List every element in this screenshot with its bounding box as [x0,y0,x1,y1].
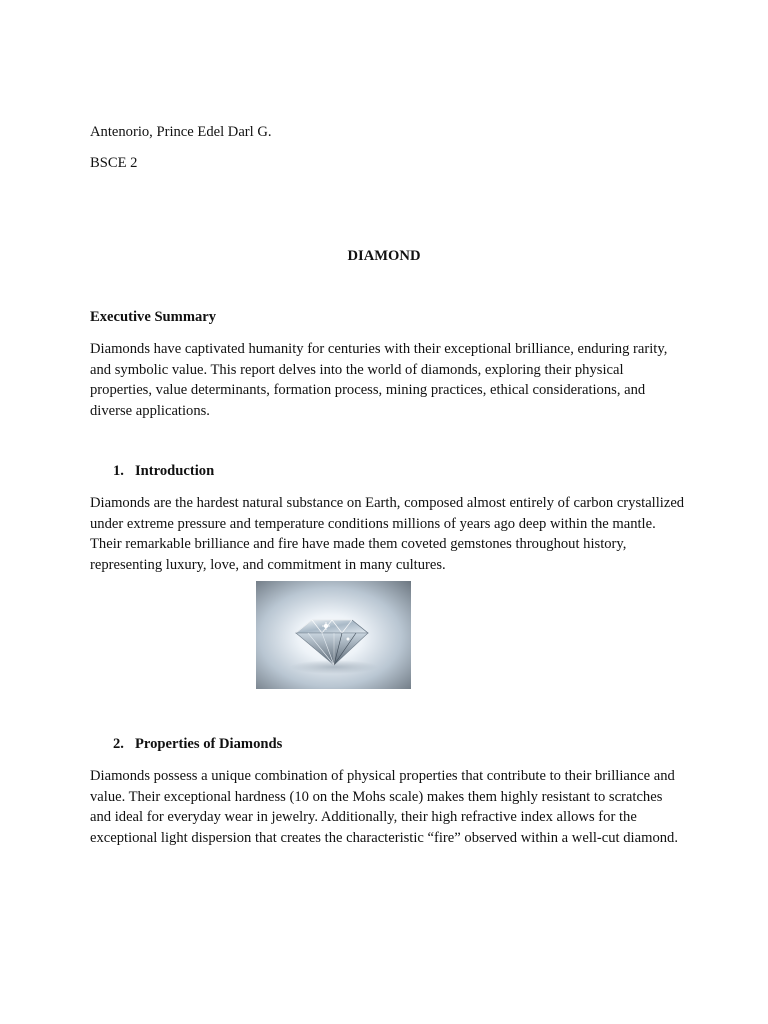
section-heading-introduction [113,461,214,482]
section-number: 1. [113,463,124,479]
executive-summary-heading: Executive Summary [90,309,217,325]
author-name: Antenorio, Prince Edel Darl G. [90,124,272,140]
section-title: Properties of Diamonds [135,736,283,752]
diamond-image [256,581,411,689]
section-number: 2. [113,736,124,752]
section-heading-properties [113,734,282,755]
properties-body: Diamonds possess a unique combination of physical properties that contribute to their brilliance and value. Their exceptional hardness (10 on the Mohs scale) makes them highly resistant to scratches and ideal for everyday wear in jewelry. Additionally, their high refractive index allows for the exceptional light dispersion that creates the characteristic “fire” observed within a well-cut diamond. [90,768,678,846]
section-title: Introduction [135,463,215,479]
executive-summary-body: Diamonds have captivated humanity for centuries with their exceptional brilliance, enduring rarity, and symbolic value. This report delves into the world of diamonds, exploring their physical properties, value determinants, formation process, mining practices, ethical considerations, and diverse applications. [90,341,668,419]
introduction-body: Diamonds are the hardest natural substance on Earth, composed almost entirely of carbon crystallized under extreme pressure and temperature conditions millions of years ago deep within the mantle. Their remarkable brilliance and fire have made them coveted gemstones throughout history, representing luxury, love, and commitment in many cultures. [90,495,685,573]
course-label: BSCE 2 [90,155,138,171]
document-title: DIAMOND [347,248,421,264]
